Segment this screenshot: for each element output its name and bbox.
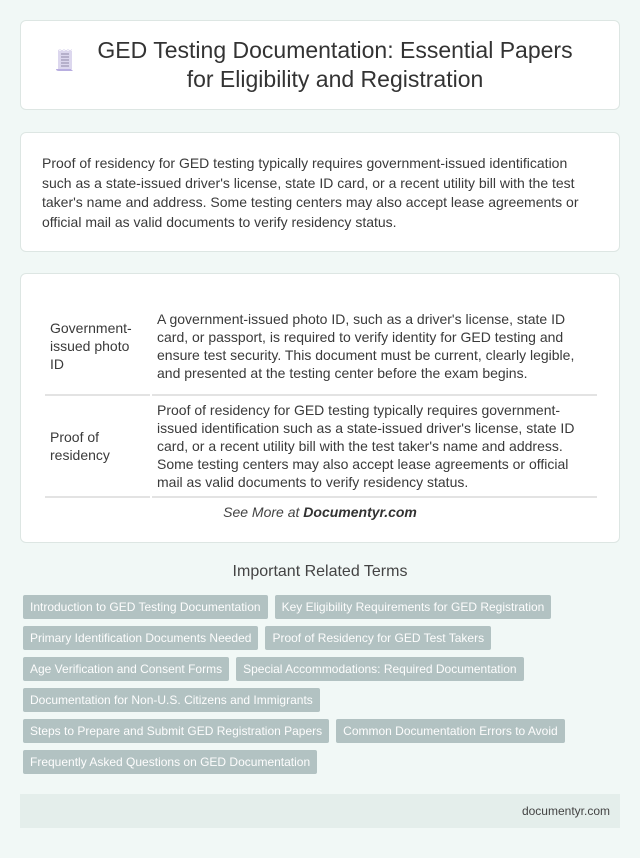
related-term-tag[interactable]: Introduction to GED Testing Documentation: [23, 595, 268, 619]
table-term: Proof of residency: [45, 396, 150, 498]
related-term-tag[interactable]: Frequently Asked Questions on GED Documentation: [23, 750, 317, 774]
table-description: Proof of residency for GED testing typically requires government-issued identification such as a state-issued driver's license, state ID card, or a recent utility bill with the test taker's name and address. Some testing centers may also accept lease agreements or official mail as valid documents to verify residency status.: [152, 396, 597, 498]
table-row: [45, 396, 597, 498]
related-term-tag[interactable]: Documentation for Non-U.S. Citizens and Immigrants: [23, 688, 320, 712]
related-term-tag[interactable]: Proof of Residency for GED Test Takers: [265, 626, 491, 650]
documents-table: [43, 298, 599, 498]
table-row: [45, 298, 597, 396]
summary-card: [20, 132, 620, 252]
documents-table-card: [20, 273, 620, 543]
related-term-tag[interactable]: Common Documentation Errors to Avoid: [336, 719, 565, 743]
related-term-tag[interactable]: Steps to Prepare and Submit GED Registration Papers: [23, 719, 329, 743]
summary-text: Proof of residency for GED testing typically requires government-issued identification such as a state-issued driver's license, state ID card, or a recent utility bill with the test taker's name and address. Some testing centers may also accept lease agreements or official mail as valid documents to verify residency status.: [42, 155, 579, 230]
related-term-tag[interactable]: Special Accommodations: Required Documentation: [236, 657, 523, 681]
related-terms-list: [23, 595, 603, 774]
footer: [20, 794, 620, 828]
related-terms-heading: Important Related Terms: [232, 563, 408, 580]
page-title: GED Testing Documentation: Essential Papers for Eligibility and Registration: [97, 37, 573, 92]
see-more-site[interactable]: Documentyr.com: [303, 504, 417, 520]
table-description: A government-issued photo ID, such as a driver's license, state ID card, or passport, is required to verify identity for GED testing and ensure test security. This document must be current, clearly legible, and presented at the testing center before the exam begins.: [152, 298, 597, 396]
related-term-tag[interactable]: Key Eligibility Requirements for GED Registration: [275, 595, 552, 619]
footer-site-link[interactable]: documentyr.com: [521, 804, 610, 818]
table-term: Government-issued photo ID: [45, 298, 150, 396]
header-card: [20, 20, 620, 110]
related-term-tag[interactable]: Age Verification and Consent Forms: [23, 657, 229, 681]
related-term-tag[interactable]: Primary Identification Documents Needed: [23, 626, 258, 650]
see-more-prefix: See More at: [223, 504, 304, 520]
see-more-link[interactable]: [21, 504, 619, 520]
